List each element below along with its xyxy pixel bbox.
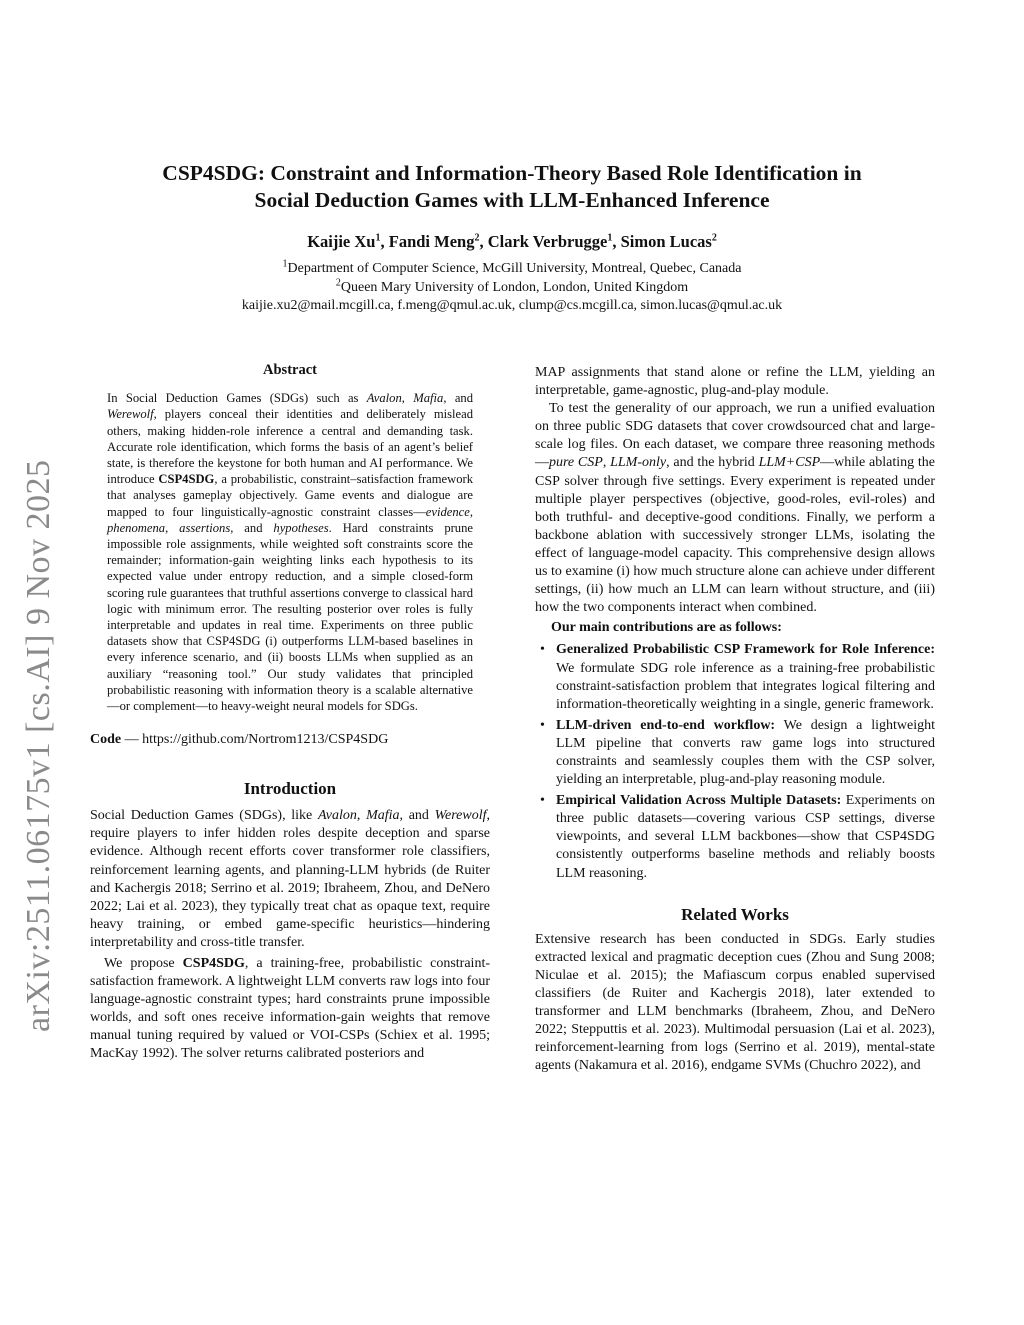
related-works-paragraph: Extensive research has been conducted in SDGs. Early studies extracted lexical and pragmatic deception cues (Zhou and Sung 2008; Niculae et al. 2015); the Mafiascum corpus enabled supervised classifiers (de Ruiter and Kachergis 2018), later extended to transformer and LLM benchmarks (Ibraheem, Zhou, and DeNero 2022; Stepputtis et al. 2023). Multimodal persuasion (Lai et al. 2023), reinforcement-learning from logs (Serrino et al. 2019), mental-state agents (Nakamura et al. 2016), endgame SVMs (Chuchro 2022), and bbox=[535, 931, 935, 1074]
right-run: , and the hybrid bbox=[666, 455, 759, 471]
affiliation-mark: 1 bbox=[282, 258, 288, 270]
author-affil-mark: 2 bbox=[474, 232, 480, 244]
abstract-run: , and bbox=[443, 391, 474, 406]
code-link-line bbox=[90, 731, 490, 749]
right-paragraph-2 bbox=[535, 400, 935, 617]
author-affil-mark: 2 bbox=[711, 232, 717, 244]
contribution-title: Generalized Probabilistic CSP Framework for Role Inference: bbox=[556, 642, 935, 658]
contributions-list bbox=[535, 641, 935, 882]
author-name: Fandi Meng bbox=[388, 232, 475, 251]
abstract-run: , a probabilistic, constraint–satisfaction framework that analyses gameplay objectively. Game events and dialogue are mapped to four linguistically-agnostic constraint classes— bbox=[107, 472, 473, 519]
right-run: pure CSP bbox=[549, 455, 603, 471]
related-works-heading: Related Works bbox=[681, 904, 789, 924]
title-line-1: CSP4SDG: Constraint and Information-Theory Based Role Identification in bbox=[162, 161, 862, 185]
author-name: Simon Lucas bbox=[620, 232, 712, 251]
introduction-heading: Introduction bbox=[243, 779, 337, 799]
title-line-2: Social Deduction Games with LLM-Enhanced Inference bbox=[254, 188, 770, 212]
abstract-run: , players conceal their identities and deliberately mislead others, making hidden-role inference a central and demanding task. Accurate role identification, which forms the basis of an agent’s belief state, is therefore the keystone for both human and AI performance. We introduce bbox=[107, 407, 473, 487]
list-item bbox=[535, 641, 935, 713]
intro-run: Mafia bbox=[366, 808, 400, 824]
intro-run: , require players to infer hidden roles despite deception and sparse evidence. Although recent efforts cover transformer role classifiers, reinforcement learning agents, and planning-LLM hybrids (de Ruiter and Kachergis 2018; Serrino et al. 2019; Ibraheem, Zhou, and DeNero 2022; Lai et al. 2023), they typically treat chat as opaque text, require heavy training, or embed game-specific heuristics—hindering interpretability and cross-title transfer. bbox=[90, 808, 490, 950]
abstract-run: assertions bbox=[179, 520, 231, 535]
contributions-heading: Our main contributions are as follows: bbox=[551, 620, 782, 636]
abstract-heading: Abstract bbox=[263, 362, 317, 378]
left-column bbox=[90, 362, 490, 1064]
intro-run: Avalon bbox=[317, 808, 357, 824]
contribution-title: LLM-driven end-to-end workflow: bbox=[556, 717, 776, 733]
right-column bbox=[535, 364, 935, 1075]
abstract-text bbox=[107, 390, 473, 714]
abstract-run: hypotheses bbox=[273, 520, 329, 535]
paper-title bbox=[90, 160, 934, 214]
affiliation-line bbox=[90, 260, 934, 279]
right-run: LLM-only bbox=[610, 455, 667, 471]
author-affil-mark: 1 bbox=[375, 232, 381, 244]
bullet-icon: • bbox=[540, 642, 545, 658]
intro-run: , and bbox=[399, 808, 435, 824]
abstract-run: In Social Deduction Games (SDGs) such as bbox=[107, 391, 367, 406]
intro-run: , a training-free, probabilistic constraint-satisfaction framework. A lightweight LLM converts raw logs into four language-agnostic constraint types; hard constraints prune impossible worlds, and soft ones receive information-gain weights that remove manual tuning required by valued or VOI-CSPs (Schiex et al. 1995; MacKay 1992). The solver returns calibrated posteriors and bbox=[90, 956, 490, 1062]
affiliation-line bbox=[90, 276, 934, 298]
author-name: Kaijie Xu bbox=[307, 232, 376, 251]
abstract-run: , bbox=[165, 520, 180, 535]
abstract-run: Mafia bbox=[413, 391, 444, 406]
author-list: Kaijie Xu$^1$, Fandi Meng$^2$, Clark Verbrugge$^1$, Simon Lucas$^2$ bbox=[307, 232, 717, 251]
author-name: Clark Verbrugge bbox=[487, 232, 608, 251]
abstract-run: , and bbox=[230, 520, 274, 535]
code-separator: — bbox=[121, 732, 143, 748]
contribution-text: Experiments on three public datasets—covering various CSP settings, diverse viewpoints, and several LLM backbones—show that CSP4SDG consistently outperforms baseline methods and reliably boosts LLM reasoning. bbox=[556, 793, 935, 881]
intro-run: , bbox=[356, 808, 367, 824]
affiliation-text: Queen Mary University of London, London, United Kingdom bbox=[340, 279, 689, 295]
right-paragraph-continued: MAP assignments that stand alone or refine the LLM, yielding an interpretable, game-agnostic, plug-and-play module. bbox=[535, 365, 935, 399]
intro-paragraph-1 bbox=[90, 807, 490, 952]
abstract-run: CSP4SDG bbox=[158, 472, 215, 487]
abstract-run: , bbox=[469, 504, 473, 519]
contribution-text: We formulate SDG role inference as a training-free probabilistic constraint-satisfaction problem that integrates logical filtering and information-theoretically weighting in a single, generic framework. bbox=[556, 660, 935, 712]
arxiv-sidebar-stamp: arXiv:2511.06175v1 [cs.AI] 9 Nov 2025 bbox=[20, 459, 57, 1032]
abstract-run: . Hard constraints prune impossible role assignments, while weighted soft constraints score the remainder; information-gain weighting links each hypothesis to its expected value under entropy reduction, and a simple closed-form scoring rule guarantees that truthful assertions converge to classical hard logic with minimum error. The resulting posterior over roles is fully interpretable and updates in real time. Experiments on three public datasets show that CSP4SDG (i) outperforms LLM-based baselines in every inference scenario, and (ii) boosts LLMs when supplied as an auxiliary “reasoning tool.” Our study validates that principled probabilistic reasoning with information theory is a scalable alternative—or complement—to heavy-weight neural models for SDGs. bbox=[107, 520, 473, 714]
intro-run: CSP4SDG bbox=[182, 956, 245, 972]
contribution-text: We design a lightweight LLM pipeline that converts raw game logs into structured constraints and seamlessly couples them with the CSP solver, yielding an interpretable, plug-and-play reasoning module. bbox=[556, 717, 935, 788]
affiliations bbox=[90, 260, 934, 316]
right-run: , bbox=[602, 455, 611, 471]
abstract-run: Werewolf bbox=[107, 407, 154, 422]
email-list: kaijie.xu2@mail.mcgill.ca, f.meng@qmul.ac.uk, clump@cs.mcgill.ca, simon.lucas@qmul.ac.uk bbox=[241, 298, 783, 313]
bullet-icon: • bbox=[540, 717, 545, 733]
abstract-run: , bbox=[401, 391, 414, 406]
abstract-block bbox=[107, 362, 473, 714]
abstract-run: Avalon bbox=[366, 391, 402, 406]
bullet-icon: • bbox=[540, 793, 545, 809]
list-item bbox=[535, 792, 935, 882]
intro-run: Werewolf bbox=[434, 808, 487, 824]
intro-run: Social Deduction Games (SDGs), like bbox=[90, 808, 318, 824]
right-run: To test the generality of our approach, we run a unified evaluation on three public SDG datasets that cover crowdsourced chat and large-scale log files. On each dataset, we compare three reasoning methods— bbox=[535, 401, 935, 471]
intro-run: We propose bbox=[104, 956, 183, 972]
code-label: Code bbox=[90, 732, 122, 748]
intro-paragraph-2 bbox=[90, 955, 490, 1064]
abstract-run: phenomena bbox=[107, 520, 166, 535]
author-affil-mark: 1 bbox=[607, 232, 613, 244]
affiliation-mark: 2 bbox=[335, 276, 341, 288]
affiliation-text: Department of Computer Science, McGill University, Montreal, Quebec, Canada bbox=[287, 261, 742, 276]
list-item bbox=[535, 717, 935, 789]
right-run: —while ablating the CSP solver through five settings. Every experiment is repeated under multiple player perspectives (objective, good-roles, evil-roles) and both truthful- and deceptive-good conditions. Finally, we perform a backbone ablation with successively stronger LLMs, isolating the effect of language-model capacity. This comprehensive design allows us to examine (i) how much structure alone can achieve under different settings, (ii) how much an LLM can learn without structure, and (iii) how the two components interact when combined. bbox=[535, 455, 935, 616]
abstract-run: evidence bbox=[425, 504, 470, 519]
contribution-title: Empirical Validation Across Multiple Datasets: bbox=[556, 793, 842, 809]
right-run: LLM+CSP bbox=[758, 455, 821, 471]
code-url[interactable]: https://github.com/Nortrom1213/CSP4SDG bbox=[142, 732, 389, 748]
